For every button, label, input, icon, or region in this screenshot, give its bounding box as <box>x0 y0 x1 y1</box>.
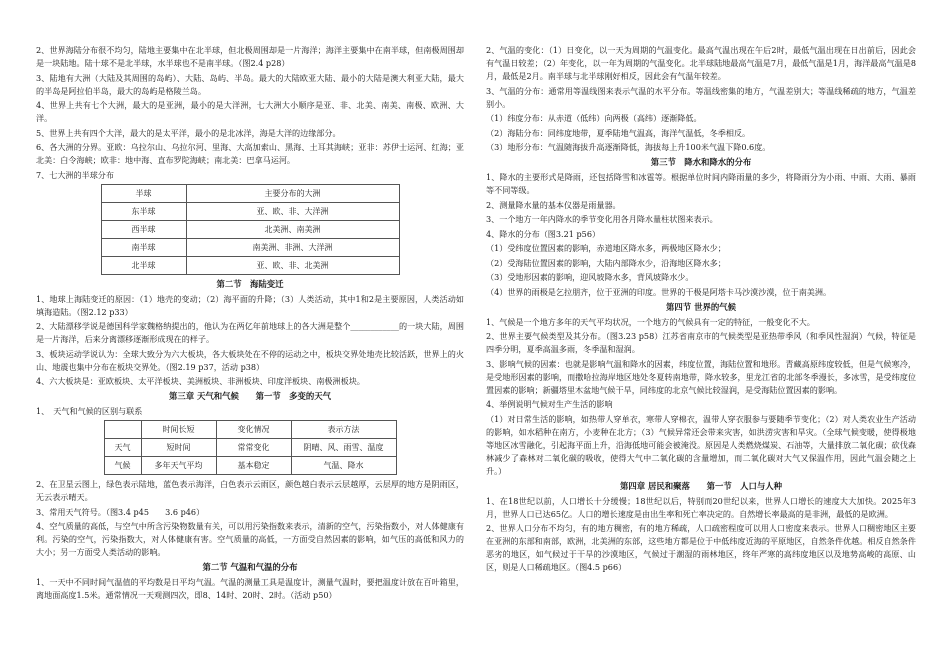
para-continents-islands: 3、陆地有大洲（大陆及其周围的岛屿）、大陆、岛屿、半岛。最大的大陆欧亚大陆、最小的大陆是澳大利亚大陆，最大的半岛是阿拉伯半岛，最大的岛屿是格陵兰岛。 <box>36 72 464 96</box>
para-continental-drift: 2、大陆漂移学说是德国科学家魏格纳提出的，他认为在两亿年前地球上的各大洲是整个____________的一块大陆，周围是一片海洋，后来分离漂移逐渐形成现在的样子。 <box>36 321 464 344</box>
para-latitude-factor: （1）受纬度位置因素的影响，赤道地区降水多，两极地区降水少； <box>486 243 726 253</box>
hemisphere-table <box>101 184 400 275</box>
chapter-heading: 第四章 居民和聚落 第一节 人口与人种 <box>619 480 783 491</box>
para-ocean-land-distribution: 2、世界海陆分布很不均匀，陆地主要集中在北半球，但北极周围却是一片海洋；海洋主要集中在南半球，但南极周围却是一块陆地。陆十球不是北半球，水半球也不是南半球。（图2.4 p28） <box>36 45 464 68</box>
table-row <box>104 457 396 475</box>
para-monthly-precipitation: 3、一个地方一年内降水的季节变化用各月降水量柱状图来表示。 <box>486 214 718 224</box>
left-column <box>36 44 464 604</box>
para-rain-gauge: 2、测量降水量的基本仪器是雨量器。 <box>486 199 621 210</box>
para-precipitation-forms: 1、降水的主要形式是降雨，还包括降雪和冰雹等。根据单位时间内降雨量的多少，将降雨分为小雨、中雨、大雨、暴雨等不同等级。 <box>486 172 916 195</box>
table-row <box>101 238 399 256</box>
para-climate-examples: （1）对日常生活的影响，如热带人穿单衣，寒带人穿棉衣，温带人穿衣服参与要随季节变化；（2）对人类农业生产活动的影响，如水稻种在南方，小麦种在北方；（3）气候异常还会带来灾害，如洪涝灾害和旱灾。（全球气候变暖，使得极地等地区冰雪融化，引起海平面上升，沿海低地可能会被淹没。原因是人类燃烧煤炭、石油等，大量排放二氧化碳；砍伐森林减少了森林对二氧化碳的吸收，使得大气中二氧化碳的含量增加，而二氧化碳对大气又保温作用，因此气温会随之上升。） <box>486 413 916 476</box>
para-temperature-distribution: 3、气温的分布：通常用等温线图来表示气温的水平分布。等温线密集的地方，气温差别大；等温线稀疏的地方，气温差别小。 <box>486 85 916 109</box>
table-header-row <box>101 184 399 202</box>
table-header-cell: 时间长短 <box>141 421 216 439</box>
table-cell: 北美洲、南美洲 <box>186 220 399 238</box>
table-cell: 亚、欧、非、北美洲 <box>186 256 399 274</box>
para-land-sea-change: 1、地球上海陆变迁的原因：（1）地壳的变动；（2）海平面的升降；（3）人类活动，其中1和2是主要原因，人类活动如填海造陆。（图2.12 p33） <box>36 293 464 317</box>
para-population-growth: 1、在18世纪以前，人口增长十分缓慢；18世纪以后，特别而20世纪以来，世界人口增长的速度大大加快。2025年3月，世界人口已达65亿。人口的增长速度是由出生率和死亡率决定的。自然增长率最高的是非洲，最低的是欧洲。 <box>486 495 916 519</box>
table-cell: 气温、降水 <box>291 457 396 475</box>
table-header-cell: 表示方法 <box>291 421 396 439</box>
section-heading: 第二节 气温和气温的分布 <box>202 562 298 572</box>
table-cell: 天气 <box>104 439 141 457</box>
table-header-row <box>104 421 396 439</box>
para-climate-impact: 4、举例说明气候对生产生活的影响 <box>486 399 613 409</box>
para-terrain-factor: （3）受地形因素的影响，迎风坡降水多，背风坡降水少。 <box>486 272 694 282</box>
table-row <box>101 256 399 274</box>
para-terrain: （3）地形分布：气温随海拔升高逐渐降低，海拔每上升100米气温下降0.6度。 <box>486 142 771 152</box>
right-column <box>486 44 916 576</box>
weather-climate-table <box>104 420 397 475</box>
para-four-oceans: 5、世界上共有四个大洋，最大的是太平洋，最小的是北冰洋，海是大洋的边缘部分。 <box>36 127 341 138</box>
table-row <box>104 439 396 457</box>
para-precipitation-distribution: 4、降水的分布（图3.21 p56） <box>486 228 601 239</box>
para-continent-boundaries: 6、各大洲的分界。亚欧：乌拉尔山、乌拉尔河、里海、大高加索山、黑海、土耳其海峡；亚非：苏伊士运河、红海；亚北美：白令海峡；欧非：地中海、直布罗陀海峡；南北美：巴拿马运河。 <box>36 142 464 165</box>
para-air-quality: 4、空气质量的高低，与空气中所含污染物数量有关，可以用污染指数来表示，清新的空气，污染指数小，对人体健康有利。污染的空气，污染指数大，对人体健康有害。空气质量的高低，一方面受自然因素的影响，如气压的高低和风力的大小；另一方面受人类活动的影响。 <box>36 521 464 557</box>
table-cell: 东半球 <box>101 202 186 220</box>
para-population-distribution: 2、世界人口分布不均匀，有的地方稠密，有的地方稀疏，人口疏密程度可以用人口密度来表示。世界人口稠密地区主要在亚洲的东部和南部，欧洲，北美洲的东部，这些地方都是位于中低纬度近海的平原地区，自然条件优越。相反自然条件恶劣的地区，如气候过于干旱的沙漠地区，气候过于潮湿的雨林地区，终年严寒的高纬度地区以及地势高峻的高原、山区，则是人口稀疏地区。（图4.5 p66） <box>486 523 916 572</box>
section-heading: 第四节 世界的气候 <box>666 301 736 312</box>
para-daily-temperature: 1、一天中不同时间气温值的平均数是日平均气温。气温的测量工具是温度计，测量气温时，要把温度计放在百叶箱里，离地面高度1.5米。通常情况一天观测四次，即8、14时、20时、2时。（活动 p50） <box>36 577 464 600</box>
table-cell: 北半球 <box>101 256 186 274</box>
section-heading: 第二节 海陆变迁 <box>216 278 284 289</box>
para-hemisphere-distribution: 7、七大洲的半球分布 <box>36 169 114 180</box>
para-rain-dry-poles: （4）世界的雨极是乞拉朋齐，位于亚洲的印度。世界的干极是阿塔卡马沙漠沙漠，位于南美洲。 <box>486 286 832 297</box>
para-climate-definition: 1、气候是一个地方多年的天气平均状况，一个地方的气候具有一定的特征，一般变化不大。 <box>486 316 815 327</box>
para-weather-symbols: 3、常用天气符号。（图3.4 p45 3.6 p46） <box>36 506 205 517</box>
chapter-heading: 第三章 天气和气候 第一节 多变的天气 <box>168 391 332 401</box>
table-cell: 南半球 <box>101 238 186 256</box>
table-header-cell: 主要分布的大洲 <box>186 184 399 202</box>
table-cell: 气候 <box>104 457 141 475</box>
table-cell: 短时间 <box>141 439 216 457</box>
para-weather-climate: 1、 天气和气候的区别与联系 <box>36 406 143 416</box>
para-latitude: （1）纬度分布：从赤道（低纬）向两极（高纬）逐渐降低。 <box>486 113 702 123</box>
para-climate-factors: 3、影响气候的因素：也就是影响气温和降水的因素，纬度位置，海陆位置和地形。青藏高原纬度较低，但是气候寒冷，是受地形因素的影响，而撒哈拉海岸地区地处冬夏转南地带，降水较多，里龙江省的北部冬季漫长，多冰雪，是受纬度位置因素的影响；新疆塔里木盆地气候干旱，同纬度的北京气候比较湿润，是受海陆位置因素的影响。 <box>486 358 916 395</box>
table-row <box>101 202 399 220</box>
table-cell: 基本稳定 <box>216 457 291 475</box>
table-header-cell: 变化情况 <box>216 421 291 439</box>
table-cell: 西半球 <box>101 220 186 238</box>
table-cell: 亚、欧、非、大洋洲 <box>186 202 399 220</box>
table-header-cell: 半球 <box>101 184 186 202</box>
table-cell: 阴晴、风、雨雪、温度 <box>291 439 396 457</box>
para-satellite-cloud: 2、在卫星云图上，绿色表示陆地，蓝色表示海洋，白色表示云雨区，颜色越白表示云层越厚，云层厚的地方是阴雨区，无云表示晴天。 <box>36 479 464 502</box>
para-land-sea: （2）海陆分布：同纬度地带，夏季陆地气温高，海洋气温低，冬季相反。 <box>486 127 751 138</box>
para-temperature-change: 2、气温的变化：（1）日变化，以一天为周期的气温变化。最高气温出现在午后2时，最低气温出现在日出前后，因此会有气温日较差；（2）年变化，以一年为周期的气温变化。北半球陆地最高气温是7月，最低气温是1月，海洋最高气温是8月，最低是2月。南半球与北半球刚好相反，因此会有气温年较差。 <box>486 45 916 81</box>
section-heading: 第三节 降水和降水的分布 <box>650 157 752 167</box>
table-cell: 南美洲、非洲、大洋洲 <box>186 238 399 256</box>
table-header-cell <box>104 421 141 439</box>
para-seven-continents: 4、世界上共有七个大洲，最大的是亚洲，最小的是大洋洲，七大洲大小顺序是亚、非、北美、南美、南极、欧洲、大洋。 <box>36 100 464 123</box>
table-cell: 常常变化 <box>216 439 291 457</box>
para-climate-types: 2、世界主要气候类型及其分布。（图3.23 p58）江苏省南京市的气候类型是亚热带季风（和季风性湿润）气候，特征是四季分明，夏季高温多雨，冬季温和湿润。 <box>486 331 916 354</box>
para-land-sea-factor: （2）受海陆位置因素的影响，大陆内部降水少，沿海地区降水多； <box>486 257 726 268</box>
para-plate-tectonics: 3、板块运动学说认为：全球大致分为六大板块，各大板块处在不停的运动之中，板块交界处地壳比较活跃，世界上的火山、地震也集中分布在板块交界处。（图2.19 p37，活动 p38） <box>36 348 464 372</box>
table-cell: 多年天气平均 <box>141 457 216 475</box>
para-six-plates: 4、六大板块是：亚欧板块、太平洋板块、美洲板块、非洲板块、印度洋板块、南极洲板块。 <box>36 376 365 386</box>
table-row <box>101 220 399 238</box>
